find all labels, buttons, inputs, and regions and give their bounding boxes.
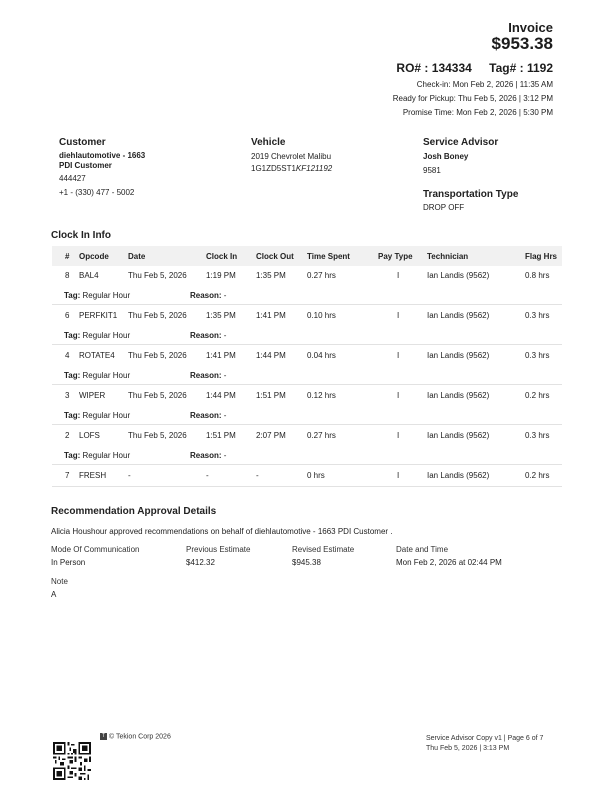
customer-block <box>59 137 145 199</box>
qr-code <box>53 742 91 780</box>
row-flag-hrs: 0.2 hrs <box>525 391 550 400</box>
tag-label: Tag: <box>64 291 81 300</box>
row-technician: Ian Landis (9562) <box>427 471 490 480</box>
row-date: Thu Feb 5, 2026 <box>128 351 187 360</box>
reason-value: - <box>223 291 227 300</box>
transport-value: DROP OFF <box>423 203 465 212</box>
printed-time: Thu Feb 5, 2026 | 3:13 PM <box>426 745 510 752</box>
row-tag <box>64 411 130 420</box>
ro-number: 134334 <box>431 61 472 75</box>
customer-name-line1: diehlautomotive - 1663 <box>59 151 146 160</box>
col-opcode: Opcode <box>79 252 109 261</box>
row-clock-in: - <box>206 471 209 480</box>
row-time-spent: 0.04 hrs <box>307 351 336 360</box>
reason-label: Reason: <box>190 371 222 380</box>
row-flag-hrs: 0.3 hrs <box>525 351 550 360</box>
reason-label: Reason: <box>190 411 222 420</box>
row-clock-out: 1:35 PM <box>256 271 286 280</box>
row-technician: Ian Landis (9562) <box>427 311 490 320</box>
row-opcode: FRESH <box>79 471 107 480</box>
ready-time: Ready for Pickup: Thu Feb 5, 2026 | 3:12 PM <box>392 94 553 103</box>
row-flag-hrs: 0.3 hrs <box>525 431 550 440</box>
invoice-amount: $953.38 <box>491 34 553 53</box>
ro-tag-line <box>396 61 553 75</box>
row-num: 8 <box>65 271 70 280</box>
previous-estimate <box>186 545 250 567</box>
invoice-label: Invoice <box>508 20 553 35</box>
tag-label: Tag: <box>64 331 81 340</box>
row-num: 3 <box>65 391 70 400</box>
customer-name-line2: PDI Customer <box>59 161 112 170</box>
row-date: Thu Feb 5, 2026 <box>128 391 187 400</box>
row-time-spent: 0.27 hrs <box>307 271 336 280</box>
row-time-spent: 0 hrs <box>307 471 325 480</box>
row-pay-type: I <box>397 391 400 400</box>
datetime-label: Date and Time <box>396 545 449 554</box>
advisor-id: 9581 <box>423 166 441 175</box>
row-opcode: LOFS <box>79 431 100 440</box>
row-time-spent: 0.27 hrs <box>307 431 336 440</box>
tag-label: Tag# : <box>489 61 524 75</box>
row-technician: Ian Landis (9562) <box>427 271 490 280</box>
row-pay-type: I <box>397 271 400 280</box>
row-tag <box>64 331 130 340</box>
row-opcode: BAL4 <box>79 271 99 280</box>
reason-label: Reason: <box>190 291 222 300</box>
customer-id: 444427 <box>59 174 86 183</box>
revised-value: $945.38 <box>292 558 321 567</box>
row-clock-out: - <box>256 471 259 480</box>
vin-suffix: KF121192 <box>295 164 333 173</box>
vehicle-vin <box>251 163 332 175</box>
row-num: 2 <box>65 431 70 440</box>
row-reason <box>190 371 226 380</box>
reason-label: Reason: <box>190 451 222 460</box>
reason-value: - <box>223 451 227 460</box>
row-date: - <box>128 471 131 480</box>
tag-number: 1192 <box>526 61 553 75</box>
mode-of-communication <box>51 545 139 567</box>
revised-estimate <box>292 545 354 567</box>
reason-value: - <box>223 331 227 340</box>
row-reason <box>190 411 226 420</box>
row-technician: Ian Landis (9562) <box>427 391 490 400</box>
tag-value: Regular Hour <box>82 291 131 300</box>
reason-value: - <box>223 411 227 420</box>
customer-phone: +1 - (330) 477 - 5002 <box>59 188 135 197</box>
prev-label: Previous Estimate <box>186 545 251 554</box>
copy-info: Service Advisor Copy v1 | Page 6 of 7 <box>426 735 544 742</box>
approval-datetime <box>396 545 502 567</box>
tag-value: Regular Hour <box>82 451 131 460</box>
vehicle-block <box>251 137 332 175</box>
row-tag <box>64 371 130 380</box>
promise-time: Promise Time: Mon Feb 2, 2026 | 5:30 PM <box>402 108 553 117</box>
tag-label: Tag: <box>64 451 81 460</box>
vin-prefix: 1G1ZD5ST1 <box>251 164 296 173</box>
row-reason <box>190 291 226 300</box>
row-technician: Ian Landis (9562) <box>427 431 490 440</box>
row-technician: Ian Landis (9562) <box>427 351 490 360</box>
row-date: Thu Feb 5, 2026 <box>128 311 187 320</box>
tag-label: Tag: <box>64 411 81 420</box>
tag-value: Regular Hour <box>82 331 131 340</box>
corp-text: © Tekion Corp 2026 <box>109 733 171 741</box>
customer-title: Customer <box>59 137 106 148</box>
row-clock-in: 1:35 PM <box>206 311 236 320</box>
vehicle-model: 2019 Chevrolet Malibu <box>251 152 332 161</box>
row-pay-type: I <box>397 431 400 440</box>
row-reason <box>190 451 226 460</box>
table-row <box>52 464 562 486</box>
col-technician: Technician <box>427 252 469 261</box>
ro-label: RO# : <box>396 61 429 75</box>
row-pay-type: I <box>397 351 400 360</box>
prev-value: $412.32 <box>186 558 215 567</box>
row-clock-out: 1:51 PM <box>256 391 286 400</box>
row-clock-in: 1:19 PM <box>206 271 236 280</box>
row-flag-hrs: 0.8 hrs <box>525 271 550 280</box>
vehicle-title: Vehicle <box>251 137 286 148</box>
tekion-logo-icon: T <box>101 733 106 739</box>
row-clock-out: 1:41 PM <box>256 311 286 320</box>
row-flag-hrs: 0.2 hrs <box>525 471 550 480</box>
table-row <box>52 424 562 464</box>
datetime-value: Mon Feb 2, 2026 at 02:44 PM <box>396 558 502 567</box>
advisor-title: Service Advisor <box>423 137 499 148</box>
table-row <box>52 264 562 304</box>
checkin-time: Check-in: Mon Feb 2, 2026 | 11:35 AM <box>416 80 553 89</box>
corp-copyright <box>100 733 171 740</box>
row-opcode: PERFKIT1 <box>79 311 118 320</box>
tag-value: Regular Hour <box>82 371 131 380</box>
clock-in-title: Clock In Info <box>51 230 111 241</box>
col-clock-out: Clock Out <box>256 252 294 261</box>
reason-value: - <box>223 371 227 380</box>
row-num: 7 <box>65 471 70 480</box>
clock-in-table-header <box>52 246 562 266</box>
row-pay-type: I <box>397 311 400 320</box>
row-time-spent: 0.12 hrs <box>307 391 336 400</box>
row-date: Thu Feb 5, 2026 <box>128 431 187 440</box>
note-label: Note <box>51 577 68 586</box>
row-clock-out: 2:07 PM <box>256 431 286 440</box>
col-time-spent: Time Spent <box>307 252 350 261</box>
row-clock-in: 1:41 PM <box>206 351 236 360</box>
advisor-block <box>423 137 518 214</box>
row-date: Thu Feb 5, 2026 <box>128 271 187 280</box>
row-time-spent: 0.10 hrs <box>307 311 336 320</box>
col-date: Date <box>128 252 146 261</box>
advisor-name: Josh Boney <box>423 152 469 161</box>
reason-label: Reason: <box>190 331 222 340</box>
row-num: 4 <box>65 351 70 360</box>
transport-title: Transportation Type <box>423 189 519 200</box>
row-clock-in: 1:44 PM <box>206 391 236 400</box>
table-row <box>52 384 562 424</box>
row-tag <box>64 451 130 460</box>
tag-label: Tag: <box>64 371 81 380</box>
note <box>51 577 68 599</box>
row-clock-in: 1:51 PM <box>206 431 236 440</box>
table-row <box>52 344 562 384</box>
row-pay-type: I <box>397 471 400 480</box>
row-opcode: WIPER <box>79 391 106 400</box>
row-opcode: ROTATE4 <box>79 351 115 360</box>
recommendation-statement: Alicia Houshour approved recommendations on behalf of diehlautomotive - 1663 PDI Customer . <box>51 527 393 536</box>
mode-label: Mode Of Communication <box>51 545 140 554</box>
mode-value: In Person <box>51 558 86 567</box>
col-pay-type: Pay Type <box>378 252 413 261</box>
row-clock-out: 1:44 PM <box>256 351 286 360</box>
row-flag-hrs: 0.3 hrs <box>525 311 550 320</box>
tag-value: Regular Hour <box>82 411 131 420</box>
revised-label: Revised Estimate <box>292 545 355 554</box>
table-row <box>52 304 562 344</box>
row-tag <box>64 291 130 300</box>
col-clock-in: Clock In <box>206 252 238 261</box>
col-num: # <box>65 252 70 261</box>
col-flag-hrs: Flag Hrs <box>525 252 558 261</box>
row-reason <box>190 331 226 340</box>
row-num: 6 <box>65 311 70 320</box>
note-value: A <box>51 590 57 599</box>
recommendation-title: Recommendation Approval Details <box>51 506 217 517</box>
